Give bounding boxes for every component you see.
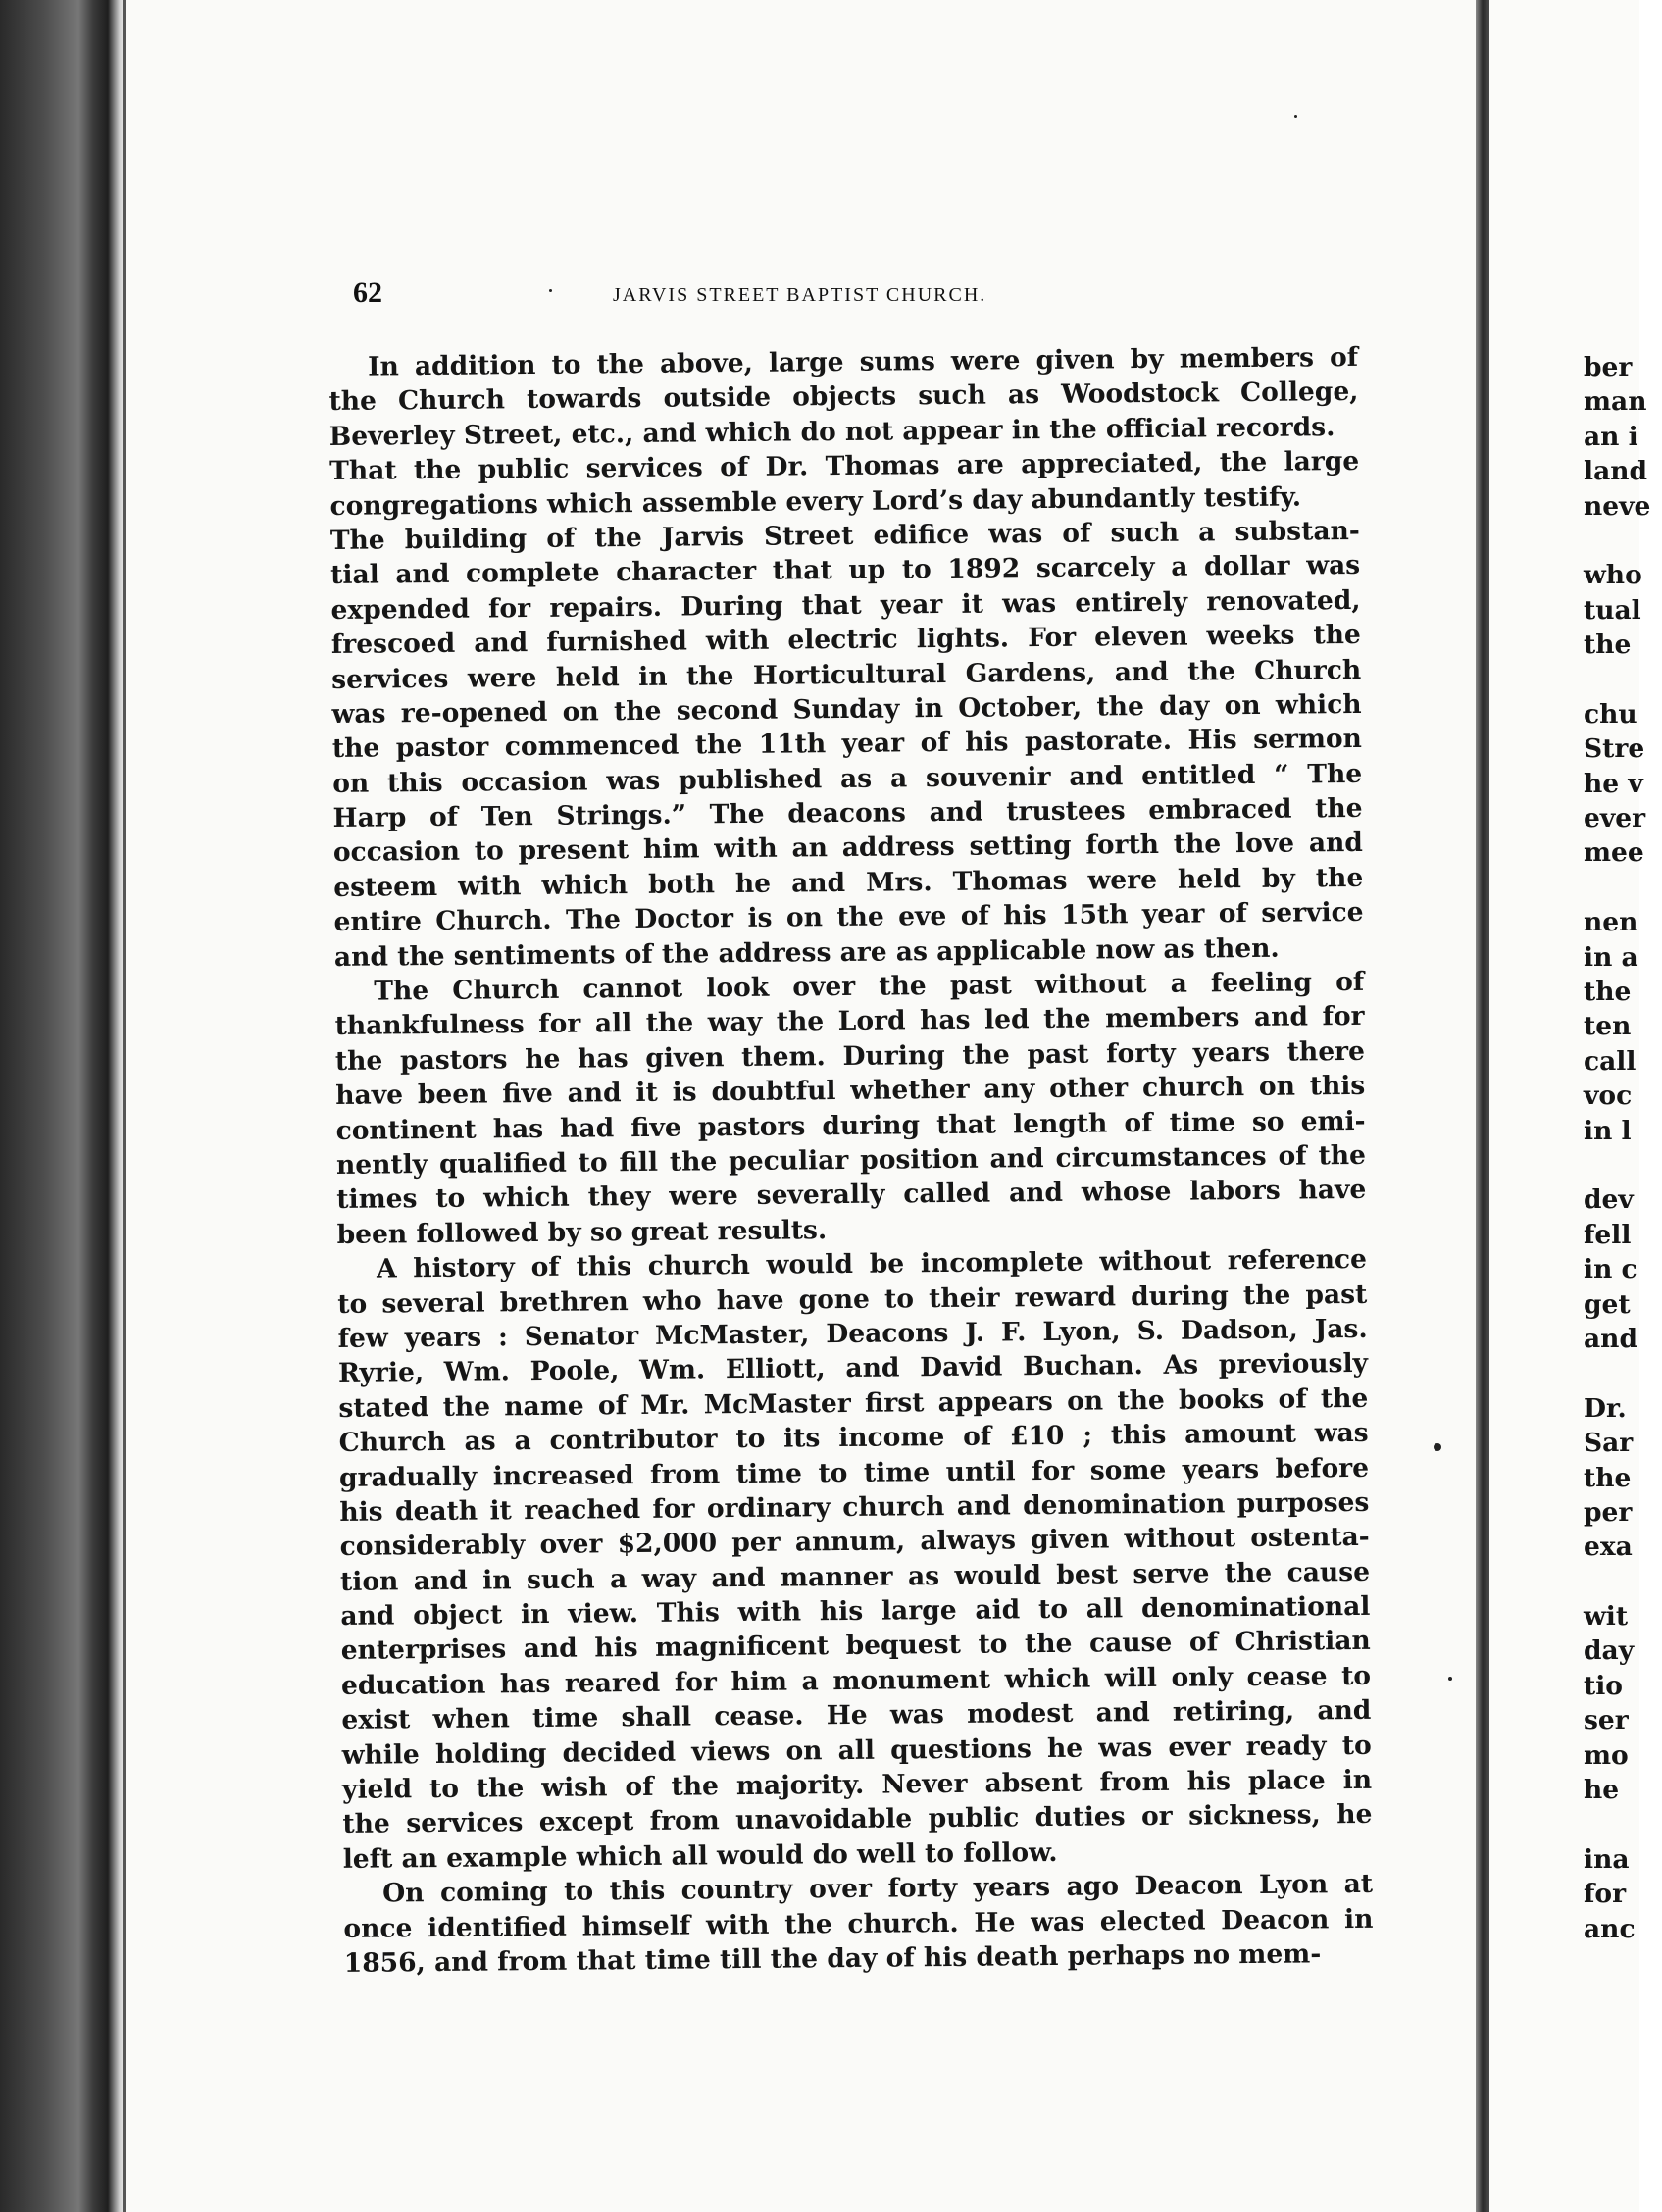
body-line: The building of the Jarvis Street edifice was of such a substan- xyxy=(329,515,1360,556)
body-line: his death it reached for ordinary church and denomination purposes xyxy=(339,1486,1370,1528)
book-gutter xyxy=(1476,0,1489,2212)
body-line: the pastor commenced the 11th year of his pastorate. His sermon xyxy=(331,724,1363,765)
next-page-fragment: ina xyxy=(1584,1843,1630,1875)
body-line: exist when time shall cease. He was modest and retiring, and xyxy=(341,1695,1372,1736)
body-line: Harp of Ten Strings.” The deacons and trustees embraced the xyxy=(332,792,1363,834)
body-line: the services except from unavoidable public duties or sickness, he xyxy=(342,1799,1373,1840)
body-line: gradually increased from time to time until for some years before xyxy=(338,1452,1370,1493)
page-number: 62 xyxy=(353,276,382,309)
body-line: A history of this church would be incomplete without reference xyxy=(376,1244,1368,1284)
body-line: In addition to the above, large sums were given by members of xyxy=(368,341,1359,382)
next-page-fragment: the xyxy=(1584,1462,1632,1493)
next-page-fragment: in a xyxy=(1584,941,1638,973)
body-line: and the sentiments of the address are as applicable now as then. xyxy=(333,932,1280,973)
next-page-fragment: land xyxy=(1584,456,1648,487)
next-page-fragment: Stre xyxy=(1584,733,1645,765)
body-line: have been five and it is doubtful whether any other church on this xyxy=(335,1071,1366,1112)
body-line: enterprises and his magnificent bequest to the cause of Christian xyxy=(340,1626,1371,1667)
running-head xyxy=(353,276,1334,316)
body-line: esteem with which both he and Mrs. Thomas were held by the xyxy=(333,862,1364,903)
next-page-fragment xyxy=(1584,1807,1662,1841)
next-page-fragment: he xyxy=(1584,1775,1620,1806)
body-line: considerably over $2,000 per annum, always given without ostenta- xyxy=(339,1522,1370,1563)
next-page-fragment: man xyxy=(1584,386,1647,418)
body-line: 1856, and from that time till the day of his death perhaps no mem- xyxy=(343,1938,1322,1979)
body-line: The Church cannot look over the past without a feeling of xyxy=(374,966,1365,1007)
body-line: On coming to this country over forty years ago Deacon Lyon at xyxy=(381,1869,1374,1909)
body-line: yield to the wish of the majority. Never absent from his place in xyxy=(341,1764,1373,1805)
body-line: the Church towards outside objects such as Woodstock College, xyxy=(328,377,1359,418)
body-line: occasion to present him with an address setting forth the love and xyxy=(332,828,1364,869)
body-line: on this occasion was published as a souvenir and entitled “ The xyxy=(332,758,1363,799)
next-page-fragment: who xyxy=(1584,560,1642,591)
next-page-fragment: chu xyxy=(1584,698,1637,729)
next-page-fragment: and xyxy=(1584,1323,1637,1354)
body-line: expended for repairs. During that year it was entirely renovated, xyxy=(330,584,1361,626)
body-line: continent has had five pastors during that length of time so emi- xyxy=(335,1105,1366,1146)
body-line: while holding decided views on all questions he was ever ready to xyxy=(341,1730,1372,1771)
body-text xyxy=(328,340,1374,1981)
body-line: been followed by so great results. xyxy=(336,1214,828,1250)
next-page-fragment: tual xyxy=(1584,594,1641,626)
running-head-title: JARVIS STREET BAPTIST CHURCH. xyxy=(613,284,987,306)
next-page-fragment: in c xyxy=(1584,1254,1637,1285)
body-line: congregations which assemble every Lord’s day abundantly testify. xyxy=(329,481,1302,522)
next-page-fragment: for xyxy=(1584,1879,1627,1910)
body-line: left an example which all would do well to follow. xyxy=(342,1836,1058,1875)
body-line: services were held in the Horticultural Gardens, and the Church xyxy=(331,654,1362,695)
body-line: times to which they were severally called and whose labors have xyxy=(336,1175,1367,1216)
next-page-fragment: an i xyxy=(1584,421,1638,452)
next-page-fragment: tio xyxy=(1584,1670,1623,1701)
next-page-fragment: call xyxy=(1584,1045,1637,1077)
next-page-fragment: in l xyxy=(1584,1115,1632,1146)
next-page-fragment: he v xyxy=(1584,768,1643,799)
scan-speck xyxy=(549,289,552,292)
body-line: education has reared for him a monument which will only cease to xyxy=(340,1660,1372,1701)
next-page-fragment: ever xyxy=(1584,803,1646,834)
body-line: Church as a contributor to its income of £10 ; this amount was xyxy=(338,1417,1369,1459)
next-page-text-fragments xyxy=(1584,350,1662,1946)
next-page-fragment: the xyxy=(1584,629,1632,661)
next-page-fragment: ten xyxy=(1584,1011,1632,1042)
body-line: tion and in such a way and manner as would best serve the cause xyxy=(339,1556,1371,1597)
next-page-fragment: mee xyxy=(1584,837,1644,869)
body-line: tial and complete character that up to 1892 scarcely a dollar was xyxy=(330,550,1361,591)
scan-speck xyxy=(1294,115,1297,118)
body-line: the pastors he has given them. During the past forty years there xyxy=(334,1035,1366,1077)
next-page-fragment xyxy=(1584,1148,1662,1182)
body-line: once identified himself with the church. He was elected Deacon in xyxy=(343,1903,1374,1944)
next-page-fragment: nen xyxy=(1584,907,1638,938)
next-page-fragment: Sar xyxy=(1584,1428,1634,1459)
scan-speck xyxy=(1448,1677,1452,1681)
next-page-fragment xyxy=(1584,524,1662,558)
body-line: stated the name of Mr. McMaster first appears on the books of the xyxy=(338,1382,1369,1424)
body-line: Ryrie, Wm. Poole, Wm. Elliott, and David Buchan. As previously xyxy=(337,1348,1369,1389)
next-page-fragment: exa xyxy=(1584,1532,1633,1563)
book-binding-edge xyxy=(0,0,127,2212)
body-line: Beverley Street, etc., and which do not appear in the official records. xyxy=(328,411,1335,452)
next-page-fragment: per xyxy=(1584,1496,1633,1528)
next-page-fragment: day xyxy=(1584,1635,1635,1667)
next-page-fragment xyxy=(1584,663,1662,697)
body-line: and object in view. This with his large aid to all denominational xyxy=(340,1590,1371,1633)
body-line: nently qualified to fill the peculiar position and circumstances of the xyxy=(335,1139,1367,1181)
next-page-fragment: ber xyxy=(1584,352,1633,382)
next-page-fragment: dev xyxy=(1584,1184,1634,1216)
next-page-fragment: mo xyxy=(1584,1739,1629,1771)
next-page-fragment: wit xyxy=(1584,1601,1629,1633)
body-line: entire Church. The Doctor is on the eve of his 15th year of service xyxy=(333,897,1364,938)
next-page-fragment: anc xyxy=(1584,1913,1636,1944)
body-line: was re-opened on the second Sunday in October, the day on which xyxy=(331,688,1362,729)
next-page-fragment xyxy=(1584,1356,1662,1390)
body-line: thankfulness for all the way the Lord has led the members and for xyxy=(334,1001,1365,1042)
body-line: That the public services of Dr. Thomas are appreciated, the large xyxy=(329,446,1360,487)
next-page-fragment xyxy=(1584,1565,1662,1599)
next-page-fragment: the xyxy=(1584,977,1632,1008)
body-line: few years : Senator McMaster, Deacons J. F. Lyon, S. Dadson, Jas. xyxy=(337,1313,1368,1354)
next-page-fragment xyxy=(1584,871,1662,905)
next-page-fragment: Dr. xyxy=(1584,1392,1627,1424)
body-line: frescoed and furnished with electric lights. For eleven weeks the xyxy=(330,620,1361,661)
next-page-fragment: neve xyxy=(1584,490,1651,522)
next-page-fragment: ser xyxy=(1584,1705,1629,1736)
next-page-fragment: get xyxy=(1584,1288,1631,1320)
next-page-fragment: voc xyxy=(1584,1081,1633,1112)
body-line: to several brethren who have gone to their reward during the past xyxy=(337,1279,1368,1320)
scan-speck xyxy=(1434,1443,1441,1451)
next-page-fragment: fell xyxy=(1584,1219,1632,1250)
